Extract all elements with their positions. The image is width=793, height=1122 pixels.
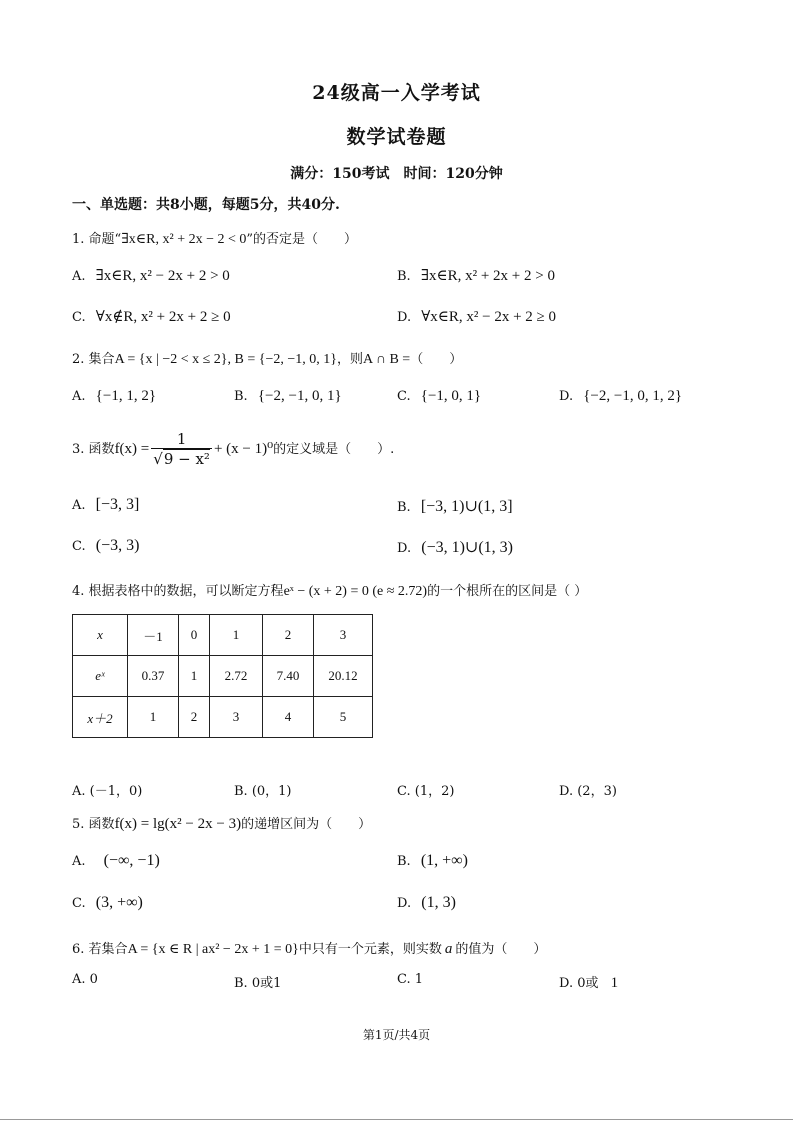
question-number: 2.	[72, 352, 85, 367]
table-cell: 2	[263, 615, 314, 656]
question-formula: A = {x ∈ R | ax² − 2x + 1 = 0}	[127, 942, 299, 957]
question-formula-2: A ∩ B =	[363, 352, 411, 367]
paper-subtitle: 数学试卷题	[346, 126, 447, 148]
q3-option-c[interactable]	[72, 537, 139, 555]
option-formula: {−2, −1, 0, 1}	[257, 388, 342, 404]
question-formula: eˣ − (x + 2) = 0 (e ≈ 2.72)	[283, 584, 428, 599]
option-label: C.	[397, 389, 411, 404]
function-lhs: f(x) =	[114, 441, 150, 457]
question-number: 3.	[72, 442, 85, 457]
q5-option-a[interactable]	[72, 852, 160, 870]
table-row	[73, 697, 373, 738]
option-formula: (−3, 3)	[95, 537, 140, 554]
table-cell: x＋2	[73, 697, 128, 738]
exam-meta: 满分：150考试 时间：120分钟	[290, 166, 503, 182]
table-cell: 2	[179, 697, 210, 738]
question-text-mid: ，则	[336, 352, 363, 367]
option-label: D.	[397, 541, 412, 556]
q4-option-b[interactable]: B. (0，1)	[234, 784, 292, 799]
question-text-end: 的值为（ ）	[455, 942, 547, 957]
table-cell: eˣ	[73, 656, 128, 697]
section-heading: 一、单选题：共8小题，每题5分，共40分.	[72, 197, 340, 213]
option-label: B.	[397, 500, 411, 515]
question-number: 6.	[72, 942, 85, 957]
option-label: A.	[72, 389, 86, 404]
fraction	[151, 430, 212, 469]
question-5	[72, 813, 371, 833]
question-text: 命题“	[88, 232, 122, 247]
question-text: 函数	[88, 442, 115, 457]
question-3	[72, 430, 394, 469]
option-text: D. 0或	[559, 976, 599, 991]
exam-title: 24级高一入学考试	[312, 82, 481, 104]
question-variable: a	[444, 941, 453, 957]
question-2	[72, 348, 462, 368]
option-formula: ∀x∉R, x² + 2x + 2 ≥ 0	[95, 309, 231, 325]
table-cell: 1	[179, 656, 210, 697]
question-4	[72, 580, 587, 600]
q4-option-a[interactable]: A. (－1，0)	[72, 784, 143, 799]
table-cell: 2.72	[210, 656, 263, 697]
option-label: D.	[397, 896, 412, 911]
question-text-end: 的递增区间为（ ）	[241, 817, 372, 832]
q6-option-b[interactable]: B. 0或1	[234, 976, 282, 991]
q3-option-a[interactable]	[72, 496, 139, 514]
option-label: B.	[234, 389, 248, 404]
data-table	[72, 614, 373, 738]
table-row	[73, 615, 373, 656]
q1-option-b[interactable]	[397, 266, 555, 285]
option-formula: (3, +∞)	[95, 894, 143, 911]
option-label: D.	[559, 389, 574, 404]
question-text-end: ”的否定是（ ）	[246, 232, 358, 247]
q1-option-d[interactable]	[397, 307, 556, 326]
function-rhs: + (x − 1)⁰	[213, 441, 274, 457]
q4-option-d[interactable]: D. (2，3)	[559, 784, 617, 799]
table-cell: 0.37	[128, 656, 179, 697]
q5-option-b[interactable]	[397, 852, 468, 870]
question-text-end: （ ）	[410, 352, 463, 367]
q5-option-c[interactable]	[72, 894, 143, 912]
table-cell: 3	[314, 615, 373, 656]
q6-option-c[interactable]: C. 1	[397, 972, 424, 987]
option-label: C.	[72, 539, 86, 554]
q2-option-a[interactable]	[72, 388, 156, 405]
q2-option-c[interactable]	[397, 388, 481, 405]
table-cell: 1	[128, 697, 179, 738]
table-cell: 5	[314, 697, 373, 738]
option-formula: ∃x∈R, x² + 2x + 2 > 0	[420, 268, 555, 284]
q2-option-d[interactable]	[559, 388, 682, 405]
option-label: C.	[72, 310, 86, 325]
option-formula: {−1, 1, 2}	[95, 388, 157, 404]
table-cell: 3	[210, 697, 263, 738]
question-text: 根据表格中的数据，可以断定方程	[88, 584, 284, 599]
table-cell: 1	[210, 615, 263, 656]
option-formula: [−3, 3]	[95, 496, 140, 513]
question-formula: f(x) = lg(x² − 2x − 3)	[114, 816, 242, 832]
option-value: 1	[610, 975, 619, 991]
question-formula: ∃x∈R, x² + 2x − 2 < 0	[121, 232, 247, 247]
option-label: A.	[72, 854, 86, 869]
q5-option-d[interactable]	[397, 894, 456, 912]
question-text-end: 的定义域是（ ）.	[273, 442, 395, 457]
table-row	[73, 656, 373, 697]
table-cell: 20.12	[314, 656, 373, 697]
fraction-numerator: 1	[176, 430, 187, 448]
option-formula: (1, 3)	[421, 894, 456, 911]
question-text: 若集合	[88, 942, 128, 957]
q3-option-d[interactable]	[397, 537, 513, 557]
page-bottom-border	[0, 1119, 793, 1120]
option-formula: {−1, 0, 1}	[420, 388, 482, 404]
option-formula: (−3, 1)∪(1, 3)	[421, 539, 513, 556]
table-cell: 7.40	[263, 656, 314, 697]
q1-option-a[interactable]	[72, 266, 230, 285]
question-number: 4.	[72, 584, 85, 599]
question-text-end: 的一个根所在的区间是（ ）	[427, 584, 588, 599]
sqrt-radicand: 9 − x²	[163, 450, 210, 468]
option-label: B.	[397, 269, 411, 284]
q3-option-b[interactable]	[397, 496, 513, 516]
q1-option-c[interactable]	[72, 307, 231, 326]
question-6	[72, 938, 546, 958]
question-1	[72, 228, 357, 248]
option-formula: (1, +∞)	[420, 852, 468, 869]
question-formula: A = {x | −2 < x ≤ 2}, B = {−2, −1, 0, 1}	[114, 352, 337, 367]
option-formula: ∃x∈R, x² − 2x + 2 > 0	[95, 268, 230, 284]
question-text-mid: 中只有一个元素，则实数	[298, 942, 442, 957]
option-formula: ∀x∈R, x² − 2x + 2 ≥ 0	[421, 309, 557, 325]
page-footer: 第1页/共4页	[362, 1028, 431, 1042]
option-formula: [−3, 1)∪(1, 3]	[420, 498, 513, 515]
q4-option-c[interactable]: C. (1，2)	[397, 784, 455, 799]
question-text: 函数	[88, 817, 115, 832]
question-number: 5.	[72, 817, 85, 832]
table-cell: x	[73, 615, 128, 656]
option-label: A.	[72, 269, 86, 284]
q6-option-a[interactable]: A. 0	[72, 972, 98, 987]
option-formula: (−∞, −1)	[103, 852, 160, 869]
option-formula: {−2, −1, 0, 1, 2}	[583, 388, 683, 404]
option-label: C.	[72, 896, 86, 911]
q6-option-d[interactable]	[559, 972, 618, 992]
table-cell: 0	[179, 615, 210, 656]
option-label: A.	[72, 498, 86, 513]
option-label: D.	[397, 310, 412, 325]
option-label: B.	[397, 854, 411, 869]
question-text: 集合	[88, 352, 115, 367]
question-number: 1.	[72, 232, 85, 247]
fraction-denominator: √9 − x²	[153, 450, 210, 468]
q2-option-b[interactable]	[234, 388, 342, 405]
table-cell: －1	[128, 615, 179, 656]
table-cell: 4	[263, 697, 314, 738]
